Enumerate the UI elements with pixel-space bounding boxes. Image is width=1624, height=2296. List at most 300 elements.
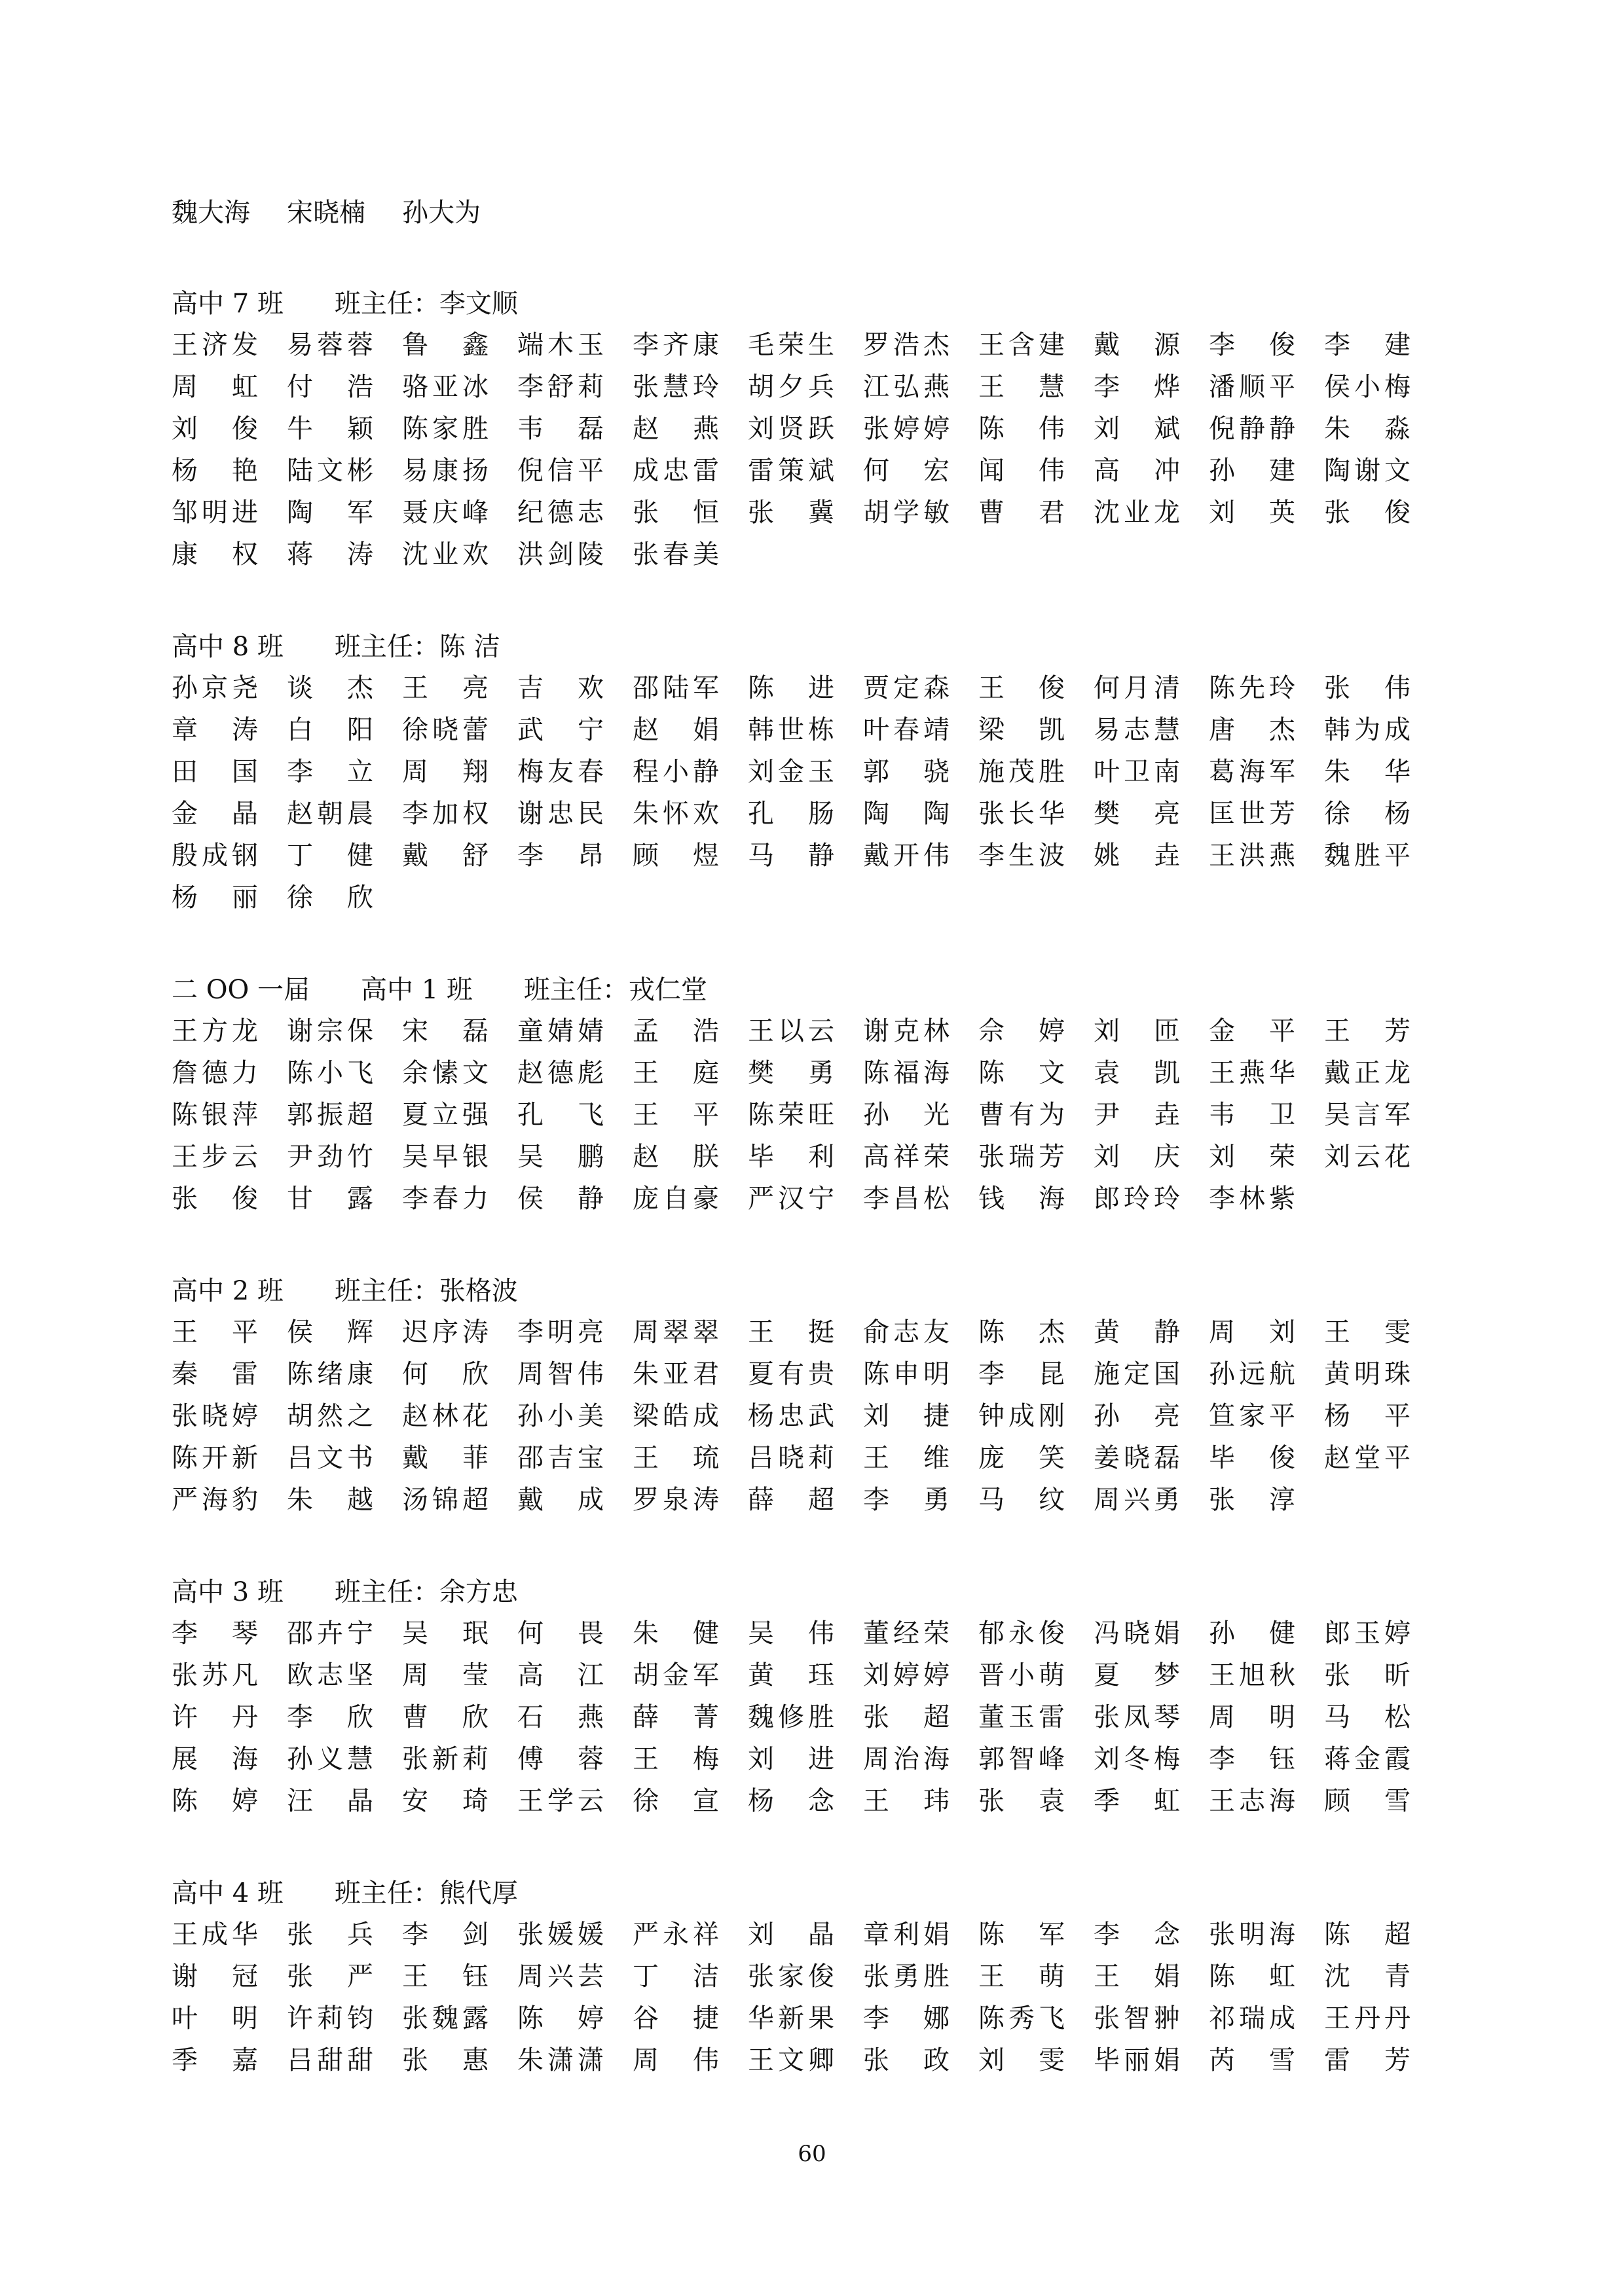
student-name: 赵堂平 — [1324, 1443, 1411, 1473]
student-name: 端木玉 — [517, 330, 604, 360]
student-name: 石 燕 — [517, 1702, 604, 1732]
student-name: 张 恒 — [633, 498, 719, 528]
student-name: 晋小萌 — [978, 1660, 1065, 1690]
student-name: 邵吉宝 — [517, 1443, 604, 1473]
student-name: 庞 笑 — [978, 1443, 1065, 1473]
student-name: 李 昂 — [517, 841, 604, 871]
student-name: 顾 雪 — [1324, 1786, 1411, 1816]
student-name: 刘 晶 — [748, 1920, 834, 1950]
student-name: 谢 冠 — [172, 1961, 258, 1992]
student-name: 梁皓成 — [633, 1401, 719, 1431]
student-name: 聂庆峰 — [402, 498, 489, 528]
student-name: 孙京尧 — [172, 673, 258, 703]
student-name: 罗泉涛 — [633, 1485, 719, 1515]
student-name: 薛 超 — [748, 1485, 834, 1515]
student-name: 毕丽娟 — [1094, 2045, 1180, 2075]
student-name: 严永祥 — [633, 1920, 719, 1950]
student-name: 孙 建 — [1209, 456, 1295, 486]
student-name: 张智翀 — [1094, 2003, 1180, 2033]
student-name: 周 翔 — [402, 757, 489, 787]
student-name: 王 平 — [633, 1100, 719, 1130]
student-name: 张 严 — [287, 1961, 373, 1992]
student-name: 张 政 — [863, 2045, 950, 2075]
student-name: 雷 芳 — [1324, 2045, 1411, 2075]
student-name: 纪德志 — [517, 498, 604, 528]
student-name: 孙小美 — [517, 1401, 604, 1431]
student-name: 薛 菁 — [633, 1702, 719, 1732]
student-name: 马 纹 — [978, 1485, 1065, 1515]
student-name: 吕文书 — [287, 1443, 373, 1473]
student-name: 郎玉婷 — [1324, 1618, 1411, 1649]
student-name: 芮 雪 — [1209, 2045, 1295, 2075]
student-name: 赵朝晨 — [287, 799, 373, 829]
class-header-part: 班主任：熊代厚 — [334, 1878, 518, 1908]
student-name: 迟序涛 — [402, 1317, 489, 1347]
student-name: 李林紫 — [1209, 1184, 1295, 1214]
student-name: 张 伟 — [1324, 673, 1411, 703]
student-name: 唐 杰 — [1209, 715, 1295, 745]
student-name: 魏胜平 — [1324, 841, 1411, 871]
student-name: 高祥荣 — [863, 1142, 950, 1172]
student-name: 马 静 — [748, 841, 834, 871]
student-name: 潘顺平 — [1209, 372, 1295, 402]
student-name: 刘金玉 — [748, 757, 834, 787]
student-name: 胡夕兵 — [748, 372, 834, 402]
student-name: 董经荣 — [863, 1618, 950, 1649]
student-name: 董玉雷 — [978, 1702, 1065, 1732]
student-name: 胡学敏 — [863, 498, 950, 528]
student-name: 杨忠武 — [748, 1401, 834, 1431]
student-name: 季 嘉 — [172, 2045, 258, 2075]
student-name: 陈银萍 — [172, 1100, 258, 1130]
student-name: 王 萌 — [978, 1961, 1065, 1992]
student-name: 王学云 — [517, 1786, 604, 1816]
student-name: 徐晓蕾 — [402, 715, 489, 745]
student-name: 周智伟 — [517, 1359, 604, 1389]
student-name: 王济发 — [172, 330, 258, 360]
student-name: 李 勇 — [863, 1485, 950, 1515]
student-name: 高 冲 — [1094, 456, 1180, 486]
class-header-part: 高中 4 班 — [172, 1878, 284, 1908]
student-name: 黄 珏 — [748, 1660, 834, 1690]
student-name: 朱怀欢 — [633, 799, 719, 829]
student-name: 张 昕 — [1324, 1660, 1411, 1690]
student-name: 孙 光 — [863, 1100, 950, 1130]
student-name: 李舒莉 — [517, 372, 604, 402]
student-name: 展 海 — [172, 1744, 258, 1774]
student-name: 张瑞芳 — [978, 1142, 1065, 1172]
class-header — [172, 1271, 1429, 1311]
student-name-grid — [172, 1613, 1429, 1822]
student-name: 王 雯 — [1324, 1317, 1411, 1347]
student-name: 庞自豪 — [633, 1184, 719, 1214]
class-header-part: 高中 7 班 — [172, 289, 284, 319]
student-name: 白 阳 — [287, 715, 373, 745]
student-name: 易康扬 — [402, 456, 489, 486]
student-name: 金 晶 — [172, 799, 258, 829]
student-name: 李 剑 — [402, 1920, 489, 1950]
student-name: 邵卉宁 — [287, 1618, 373, 1649]
student-name: 朱 华 — [1324, 757, 1411, 787]
student-name: 王 庭 — [633, 1058, 719, 1088]
student-name: 刘 庆 — [1094, 1142, 1180, 1172]
class-header — [172, 1572, 1429, 1613]
student-name: 曹 君 — [978, 498, 1065, 528]
student-name: 武 宁 — [517, 715, 604, 745]
student-name: 李 念 — [1094, 1920, 1180, 1950]
student-name: 魏修胜 — [748, 1702, 834, 1732]
student-name: 周 虹 — [172, 372, 258, 402]
student-name: 郭振超 — [287, 1100, 373, 1130]
student-name: 刘云花 — [1324, 1142, 1411, 1172]
student-name: 李 昆 — [978, 1359, 1065, 1389]
student-name: 安 琦 — [402, 1786, 489, 1816]
student-name: 罗浩杰 — [863, 330, 950, 360]
student-name: 严海豹 — [172, 1485, 258, 1515]
student-name: 何 宏 — [863, 456, 950, 486]
student-name: 汤锦超 — [402, 1485, 489, 1515]
student-name: 李明亮 — [517, 1317, 604, 1347]
student-name: 陈 杰 — [978, 1317, 1065, 1347]
student-name: 成忠雷 — [633, 456, 719, 486]
student-name: 冯晓娟 — [1094, 1618, 1180, 1649]
student-name: 周 刘 — [1209, 1317, 1295, 1347]
student-name: 樊 亮 — [1094, 799, 1180, 829]
student-name: 谢宗保 — [287, 1016, 373, 1046]
student-name: 张家俊 — [748, 1961, 834, 1992]
student-name: 宋 磊 — [402, 1016, 489, 1046]
student-name: 王旭秋 — [1209, 1660, 1295, 1690]
student-name: 欧志坚 — [287, 1660, 373, 1690]
student-name: 孔 肠 — [748, 799, 834, 829]
student-name: 陈先玲 — [1209, 673, 1295, 703]
student-name: 胡然之 — [287, 1401, 373, 1431]
student-name: 陈 伟 — [978, 414, 1065, 444]
student-name: 戴 成 — [517, 1485, 604, 1515]
student-name: 朱 健 — [633, 1618, 719, 1649]
class-header-part: 高中 2 班 — [172, 1276, 284, 1306]
student-name: 牛 颖 — [287, 414, 373, 444]
student-name: 夏 梦 — [1094, 1660, 1180, 1690]
student-name-grid — [172, 667, 1429, 919]
student-name: 刘 荣 — [1209, 1142, 1295, 1172]
class-header — [172, 970, 1429, 1010]
student-name: 叶春靖 — [863, 715, 950, 745]
student-name: 赵 朕 — [633, 1142, 719, 1172]
student-name: 李 钰 — [1209, 1744, 1295, 1774]
student-name: 陈 进 — [748, 673, 834, 703]
student-name: 李 琴 — [172, 1618, 258, 1649]
class-section — [172, 627, 1429, 919]
student-name: 孔 飞 — [517, 1100, 604, 1130]
student-name: 沈业龙 — [1094, 498, 1180, 528]
lead-names-line — [172, 193, 1429, 232]
student-name: 李 立 — [287, 757, 373, 787]
student-name: 杨 丽 — [172, 883, 258, 913]
student-name: 陈荣旺 — [748, 1100, 834, 1130]
student-name: 王 玮 — [863, 1786, 950, 1816]
student-name: 朱 淼 — [1324, 414, 1411, 444]
student-name: 韩世栋 — [748, 715, 834, 745]
student-name: 韦 磊 — [517, 414, 604, 444]
student-name: 陈开新 — [172, 1443, 258, 1473]
student-name: 沈 青 — [1324, 1961, 1411, 1992]
student-name: 李春力 — [402, 1184, 489, 1214]
student-name: 张晓婷 — [172, 1401, 258, 1431]
class-header — [172, 1873, 1429, 1914]
student-name: 陈绪康 — [287, 1359, 373, 1389]
student-name: 刘婷婷 — [863, 1660, 950, 1690]
student-name: 陈 虹 — [1209, 1961, 1295, 1992]
student-name: 杨 平 — [1324, 1401, 1411, 1431]
student-name: 陈小飞 — [287, 1058, 373, 1088]
student-name: 李加权 — [402, 799, 489, 829]
student-name: 鲁 鑫 — [402, 330, 489, 360]
student-name: 陈 文 — [978, 1058, 1065, 1088]
student-name: 王 梅 — [633, 1744, 719, 1774]
student-name: 吉 欢 — [517, 673, 604, 703]
student-name: 王 慧 — [978, 372, 1065, 402]
student-name: 毕 利 — [748, 1142, 834, 1172]
student-name: 王 俊 — [978, 673, 1065, 703]
student-name: 毛荣生 — [748, 330, 834, 360]
class-header-part: 班主任：余方忠 — [334, 1577, 518, 1607]
student-name: 陈申明 — [863, 1359, 950, 1389]
student-name: 张 超 — [863, 1702, 950, 1732]
student-name: 倪静静 — [1209, 414, 1295, 444]
student-name: 李 俊 — [1209, 330, 1295, 360]
student-name: 秦 雷 — [172, 1359, 258, 1389]
student-name: 戴 菲 — [402, 1443, 489, 1473]
student-name: 蒋金霞 — [1324, 1744, 1411, 1774]
student-name: 易志慧 — [1094, 715, 1180, 745]
student-name: 雷策斌 — [748, 456, 834, 486]
student-name: 杨 艳 — [172, 456, 258, 486]
student-name: 殷成钢 — [172, 841, 258, 871]
student-name: 朱 越 — [287, 1485, 373, 1515]
student-name: 韩为成 — [1324, 715, 1411, 745]
class-section — [172, 1271, 1429, 1521]
student-name: 谈 杰 — [287, 673, 373, 703]
student-name: 童婧婧 — [517, 1016, 604, 1046]
student-name: 葛海军 — [1209, 757, 1295, 787]
student-name: 张凤琴 — [1094, 1702, 1180, 1732]
student-name: 沈业欢 — [402, 539, 489, 570]
student-name: 朱潇潇 — [517, 2045, 604, 2075]
student-name: 钱 海 — [978, 1184, 1065, 1214]
student-name: 陈家胜 — [402, 414, 489, 444]
student-name: 胡金军 — [633, 1660, 719, 1690]
student-name: 王 琉 — [633, 1443, 719, 1473]
student-name: 余愫文 — [402, 1058, 489, 1088]
student-name: 田 国 — [172, 757, 258, 787]
student-name: 陈 军 — [978, 1920, 1065, 1950]
student-name: 张 俊 — [172, 1184, 258, 1214]
student-name: 张婷婷 — [863, 414, 950, 444]
student-name: 郎玲玲 — [1094, 1184, 1180, 1214]
student-name: 陶 军 — [287, 498, 373, 528]
student-name: 周兴芸 — [517, 1961, 604, 1992]
student-name: 孙义慧 — [287, 1744, 373, 1774]
student-name: 谷 捷 — [633, 2003, 719, 2033]
student-name: 宋晓楠 — [287, 198, 365, 228]
student-name: 戴开伟 — [863, 841, 950, 871]
student-name: 周兴勇 — [1094, 1485, 1180, 1515]
student-name: 陶谢文 — [1324, 456, 1411, 486]
student-name: 李昌松 — [863, 1184, 950, 1214]
student-name: 张 淳 — [1209, 1485, 1295, 1515]
student-name: 邹明进 — [172, 498, 258, 528]
student-name: 周 明 — [1209, 1702, 1295, 1732]
student-name: 马 松 — [1324, 1702, 1411, 1732]
student-name: 何月清 — [1094, 673, 1180, 703]
student-name: 王 娟 — [1094, 1961, 1180, 1992]
student-name: 金 平 — [1209, 1016, 1295, 1046]
student-name: 王以云 — [748, 1016, 834, 1046]
student-name: 张苏凡 — [172, 1660, 258, 1690]
student-name: 闻 伟 — [978, 456, 1065, 486]
student-name: 陶 陶 — [863, 799, 950, 829]
student-name-grid — [172, 1010, 1429, 1220]
student-name: 严汉宁 — [748, 1184, 834, 1214]
student-name: 王方龙 — [172, 1016, 258, 1046]
student-name: 孙 健 — [1209, 1618, 1295, 1649]
student-name: 傅 蓉 — [517, 1744, 604, 1774]
student-name: 骆亚冰 — [402, 372, 489, 402]
class-header-part: 班主任：张格波 — [334, 1276, 518, 1306]
student-name: 陈 婷 — [172, 1786, 258, 1816]
student-name: 张 惠 — [402, 2045, 489, 2075]
student-name: 梅友春 — [517, 757, 604, 787]
student-name: 张媛媛 — [517, 1920, 604, 1950]
student-name: 谢忠民 — [517, 799, 604, 829]
student-name: 倪信平 — [517, 456, 604, 486]
student-name: 张 兵 — [287, 1920, 373, 1950]
student-name: 季 虹 — [1094, 1786, 1180, 1816]
student-name: 李 欣 — [287, 1702, 373, 1732]
student-name: 钟成刚 — [978, 1401, 1065, 1431]
student-name: 王 亮 — [402, 673, 489, 703]
student-name: 李 娜 — [863, 2003, 950, 2033]
student-name: 刘 英 — [1209, 498, 1295, 528]
student-name: 王文卿 — [748, 2045, 834, 2075]
student-name: 笪家平 — [1209, 1401, 1295, 1431]
student-name: 李 烨 — [1094, 372, 1180, 402]
student-name: 张魏露 — [402, 2003, 489, 2033]
student-name: 李齐康 — [633, 330, 719, 360]
class-sections — [172, 283, 1429, 2081]
student-name: 孙远航 — [1209, 1359, 1295, 1389]
student-name: 夏立强 — [402, 1100, 489, 1130]
student-name: 丁 洁 — [633, 1961, 719, 1992]
student-name: 李生波 — [978, 841, 1065, 871]
student-name: 杨 念 — [748, 1786, 834, 1816]
student-name: 夏有贵 — [748, 1359, 834, 1389]
student-name: 佘 婷 — [978, 1016, 1065, 1046]
student-name: 何 欣 — [402, 1359, 489, 1389]
page-number: 60 — [798, 2141, 826, 2167]
student-name: 孙 亮 — [1094, 1401, 1180, 1431]
student-name: 王 挺 — [748, 1317, 834, 1347]
student-name: 吕甜甜 — [287, 2045, 373, 2075]
page-content — [172, 193, 1429, 2081]
student-name: 张 袁 — [978, 1786, 1065, 1816]
student-name: 吴 鹏 — [517, 1142, 604, 1172]
student-name: 章 涛 — [172, 715, 258, 745]
student-name: 戴 舒 — [402, 841, 489, 871]
class-section — [172, 1572, 1429, 1822]
student-name: 施茂胜 — [978, 757, 1065, 787]
student-name: 吴 伟 — [748, 1618, 834, 1649]
student-name: 章利娟 — [863, 1920, 950, 1950]
student-name: 洪剑陵 — [517, 539, 604, 570]
student-name: 康 权 — [172, 539, 258, 570]
student-name: 丁 健 — [287, 841, 373, 871]
student-name: 吴早银 — [402, 1142, 489, 1172]
student-name: 樊 勇 — [748, 1058, 834, 1088]
student-name: 张慧玲 — [633, 372, 719, 402]
student-name: 吴言军 — [1324, 1100, 1411, 1130]
student-name: 叶 明 — [172, 2003, 258, 2033]
student-name: 程小静 — [633, 757, 719, 787]
student-name: 刘 雯 — [978, 2045, 1065, 2075]
class-header-part: 班主任：李文顺 — [334, 289, 518, 319]
student-name: 刘贤跃 — [748, 414, 834, 444]
student-name: 尹劲竹 — [287, 1142, 373, 1172]
student-name: 孙大为 — [402, 198, 481, 228]
student-name: 匡世芳 — [1209, 799, 1295, 829]
student-name: 黄明珠 — [1324, 1359, 1411, 1389]
student-name: 曹有为 — [978, 1100, 1065, 1130]
student-name: 王洪燕 — [1209, 841, 1295, 871]
student-name: 孟 浩 — [633, 1016, 719, 1046]
student-name: 王志海 — [1209, 1786, 1295, 1816]
student-name: 张明海 — [1209, 1920, 1295, 1950]
student-name: 王丹丹 — [1324, 2003, 1411, 2033]
student-name: 张 俊 — [1324, 498, 1411, 528]
student-name: 魏大海 — [172, 198, 250, 228]
student-name: 赵 娟 — [633, 715, 719, 745]
student-name: 吴 珉 — [402, 1618, 489, 1649]
student-name: 甘 露 — [287, 1184, 373, 1214]
student-name: 张长华 — [978, 799, 1065, 829]
student-name: 尹 垚 — [1094, 1100, 1180, 1130]
student-name: 詹德力 — [172, 1058, 258, 1088]
student-name: 周 伟 — [633, 2045, 719, 2075]
student-name: 王含建 — [978, 330, 1065, 360]
student-name: 曹 欣 — [402, 1702, 489, 1732]
student-name: 赵德彪 — [517, 1058, 604, 1088]
student-name: 王 芳 — [1324, 1016, 1411, 1046]
student-name: 梁 凯 — [978, 715, 1065, 745]
student-name: 王成华 — [172, 1920, 258, 1950]
student-name: 吕晓莉 — [748, 1443, 834, 1473]
student-name: 许 丹 — [172, 1702, 258, 1732]
class-header-part: 高中 8 班 — [172, 632, 284, 662]
student-name: 刘 斌 — [1094, 414, 1180, 444]
student-name: 郭智峰 — [978, 1744, 1065, 1774]
student-name: 陈 超 — [1324, 1920, 1411, 1950]
student-name: 徐 欣 — [287, 883, 373, 913]
student-name: 赵林花 — [402, 1401, 489, 1431]
student-name: 江弘燕 — [863, 372, 950, 402]
student-name: 刘 匝 — [1094, 1016, 1180, 1046]
student-name: 谢克林 — [863, 1016, 950, 1046]
student-name: 侯 辉 — [287, 1317, 373, 1347]
student-name: 祁瑞成 — [1209, 2003, 1295, 2033]
student-name-grid — [172, 324, 1429, 575]
student-name: 何 畏 — [517, 1618, 604, 1649]
